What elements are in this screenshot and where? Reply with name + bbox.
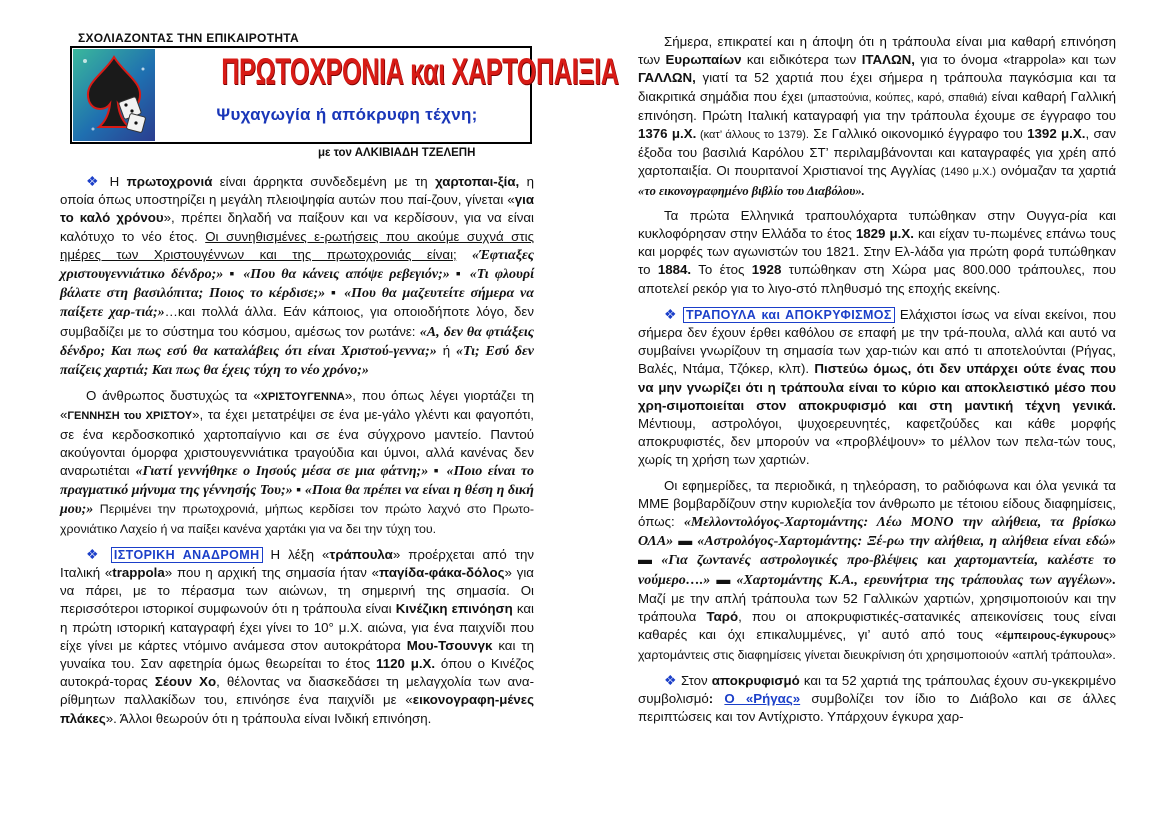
paragraph-symbolism: ❖ Στον αποκρυφισμό και τα 52 χαρτιά της τράπουλας έχουν συ-γκεκριμένο συμβολισμό: Ο «Ρήγας» συμβολίζει τον ίδιο το Διάβολο και σε άλλες περιπτώσεις και τον Αντίχριστο. Υπάρχουν έγκυρα χαρ-	[638, 671, 1117, 725]
paragraph-occultism: ❖ ΤΡΑΠΟΥΛΑ και ΑΠΟΚΡΥΦΙΣΜΟΣ Ελάχιστοι ίσως να είναι εκείνοι, που σήμερα δεν έχουν έρθει καθόλου σε επαφή με την τρά-πουλα, αλλά και αυτό να συμβαίνει γνωρίζουν τη σημασία των χαρ-τιών και από τι αποτελούνται (Ρήγας, Βαλές, Ντάμα, Τζόκερ, κλπ). Πιστεύω όμως, ότι δεν υπάρχει ούτε ένας που να μην γνωρίζει ότι η τράπουλα είναι το κύριο και αποκλειστικό μέσο που χρη-σιμοποιείται στον αποκρυφισμό και στη μαντική τέχνη γενικά. Μέντιουμ, αστρολόγοι, ψυχοερευνητές, καφετζούδες και κάθε μορφής αποκρυφιστές, δεν μπορούν να «προβλέψουν» το μέλλον των πελα-τών τους, χωρίς τη χρήση των χαρτιών.	[638, 305, 1116, 468]
byline: με τον ΑΛΚΙΒΙΑΔΗ ΤΖΕΛΕΠΗ	[318, 147, 476, 159]
section-kicker: ΣΧΟΛΙΑΖΟΝΤΑΣ ΤΗΝ ΕΠΙΚΑΙΡΟΤΗΤΑ	[78, 31, 299, 45]
paragraph-intro: ❖ Η πρωτοχρονιά είναι άρρηκτα συνδεδεμένη με τη χαρτοπαι-ξία, η οποία όπως υποστηρίζει η μεγάλη πλειοψηφία αυτών που παί-ζουν, γίνεται «για το καλό χρόνου», πρέπει δηλαδή να παίξουν και να κερδίσουν, για να είναι καλότυχο το νέο έτος. Οι συνηθισμένες ε-ρωτήσεις που ακούμε συχνά στις ημέρες των Χριστουγέννων και της πρωτοχρονιάς είναι; «Έφτιαξες χριστουγεννιάτικο δένδρο;» ▪ «Που θα κάνεις απόψε ρεβεγιόν;» ▪ «Τι φλουρί βάλατε στη βασιλόπιτα; Ποιος το κέρδισε;» ▪ «Που θα μαζευτείτε σήμερα να παίξετε χαρ-τιά;»…και πολλά άλλα. Εάν κάποιος, για οποιοδήποτε λόγο, δεν συμβαδίζει με το σύστημα του κόσμου, αμέσως τον ρωτάνε: «Α, δεν θα φτιάξεις δένδρο; Και πως εσύ θα καταλάβεις ότι είναι Χριστού-γεννα;» ή «Τι; Εσύ δεν παίζεις χαρτιά; Και πως θα έχεις τύχη το νέο χρόνο;»	[60, 173, 534, 379]
subtitle: Ψυχαγωγία ή απόκρυφη τέχνη;	[216, 105, 478, 124]
spade-cards-logo	[73, 49, 155, 141]
page-title: ΠΡΩΤΟΧΡΟΝΙΑ και ΧΑΡΤΟΠΑΙΞΙΑ	[221, 51, 619, 92]
paragraph-media: Οι εφημερίδες, τα περιοδικά, η τηλεόραση, το ραδιόφωνα και όλα γενικά τα ΜΜΕ βομβαρδίζουν στην κυριολεξία τον άνθρωπο με τέτοιου είδους διαφημίσεις, όπως: «Μελλοντολόγος-Χαρτομάντης: Λέω ΜΟΝΟ την αλήθεια, τα βρίσκω ΟΛΑ» ▬ «Αστρολόγος-Χαρτομάντης: Ξέ-ρω την αλήθεια, η αλήθεια είναι εδώ» ▬ «Για ζωντανές αστρολογικές προ-βλέψεις και χαρτομαντεία, καλέστε το νούμερο….» ▬ «Χαρτομάντης Κ.Α., ερευνήτρια της τράπουλας των αγγέλων». Μαζί με την απλή τράπουλα των 52 Γαλλικών χαρτιών, χρησιμοποιούν και την τράπουλα Ταρό, που οι αποκρυφιστικές-σατανικές απεικονίσεις τους είναι καθαρές και όχι επικαλυμμένες, γι’ αυτό από τους «έμπειρους-έγκυρους» χαρτομάντεις στις διαφημίσεις γίνεται διευκρίνιση ότι χρησιμοποιούν «απλή τράπουλα».	[638, 477, 1117, 662]
right-article-body	[638, 33, 1116, 726]
title-box	[70, 46, 619, 144]
diamond-bullet-icon: ❖	[664, 671, 677, 688]
diamond-bullet-icon: ❖	[86, 545, 103, 562]
paragraph-europe: Σήμερα, επικρατεί και η άποψη ότι η τράπουλα είναι μια καθαρή επινόηση των Ευρωπαίων και ειδικότερα των ΙΤΑΛΩΝ, για το όνομα «trappola» και των ΓΑΛΛΩΝ, γιατί τα 52 χαρτιά που έχει σήμερα η τράπουλα παγκόσμια και τα διακριτικά σημάδια που έχει (μπαστούνια, κούπες, καρό, σπαθιά) είναι καθαρή Γαλλική επινόηση. Πρώτη Ιταλική καταγραφή για την τράπουλα έχουμε σε έγγραφο του 1376 μ.Χ. (κατ’ άλλους το 1379). Σε Γαλλικό οικονομικό έγγραφο του 1392 μ.Χ., σαν έξοδα του βασιλιά Καρόλου ΣΤ’ περιλαμβάνονται και καταγραφές για χρέη από χαρτοπαιξία. Οι πουριτανοί Χριστιανοί της Αγγλίας (1490 μ.Χ.) ονόμαζαν τα χαρτιά «το εικονογραφημένο βιβλίο του Διαβόλου».	[638, 34, 1117, 198]
left-article-body	[60, 172, 534, 728]
diamond-bullet-icon: ❖	[664, 305, 678, 322]
paragraph-christmas: Ο άνθρωπος δυστυχώς τα «ΧΡΙΣΤΟΥΓΕΝΝΑ», που όπως λέγει γιορτάζει τη «ΓΕΝΝΗΣΗ του ΧΡΙΣΤΟΥ», τα έχει μετατρέψει σε ένα με-γάλο γλέντι και φαγοπότι, σε ένα κερδοσκοπικό χαρτοπαίγνιο και σε ένα σύγχρονο μαντείο. Παντού ακούγονται όμορφα χριστουγεννιάτικα τραγούδια και ύμνοι, αλλά κανένας δεν αναρωτιέται «Γιατί γεννήθηκε ο Ιησούς μέσα σε μια φάτνη;» ▪ «Ποιο είναι το πραγματικό μήνυμα της γέννησής Του;» ▪ «Ποια θα πρέπει να είναι η θέση η δική μου;» Περιμένει την πρωτοχρονιά, μήπως κερδίσει τον πρώτο λαχνό στο Πρωτο-χρονιάτικο Λαχείο ή να παίξει κανένα χαρτάκι για να δει την τύχη του.	[60, 388, 534, 536]
king-card-link: Ο «Ρήγας»	[724, 690, 801, 706]
spade-icon	[73, 49, 155, 141]
diamond-bullet-icon: ❖	[86, 173, 103, 189]
paragraph-greek-cards: Τα πρώτα Ελληνικά τραπουλόχαρτα τυπώθηκαν στην Ουγγα-ρία και κυκλοφόρησαν στην Ελλάδα το έτος 1829 μ.Χ. και είχαν τυ-πωμένες επάνω τους και μορφές των αγωνιστών του 1821. Στην Ελ-λάδα για πρώτη φορά τυπώθηκαν το 1884. Το έτος 1928 τυπώθηκαν στη Χώρα μας 800.000 τράπουλες, που αποτελεί ρεκόρ για το λιγο-στό πληθυσμό της εποχής εκείνης.	[638, 207, 1116, 296]
paragraph-history: ❖ ΙΣΤΟΡΙΚΗ ΑΝΑΔΡΟΜΗ Η λέξη «τράπουλα» προέρχεται από την Ιταλική «trappola» που η αρχική της σημασία ήταν «παγίδα-φάκα-δόλος» για να πάρει, με το πέρασμα των αιώνων, τη σημερινή της σημασία. Οι περισσότεροι ιστορικοί συμφωνούν ότι η τράπουλα είναι Κινέζικη επινόηση και η πρώτη ιστορική καταγραφή έχει γίνει το 10° μ.Χ. αιώνα, για ένα παιχνίδι που είχε γίνει με κάρτες ντόμινο ανάμεσα στον αυτοκράτορα Μου-Τσουνγκ και τη γυναίκα του. Σαν αφετηρία όμως θεωρείται το έτος 1120 μ.Χ. όπου ο Κινέζος αυτοκρά-τορας Σέουν Χο, θέλοντας να διασκεδάσει τη μελαγχολία των ανα-ρίθμητων παλλακίδων του, επινόησε ένα παιχνίδι με «εικονογραφη-μένες πλάκες». Άλλοι θεωρούν ότι η τράπουλα είναι Ινδική επινόηση.	[60, 545, 535, 726]
history-heading-box: ΙΣΤΟΡΙΚΗ ΑΝΑΔΡΟΜΗ	[111, 547, 263, 563]
occult-heading-box: ΤΡΑΠΟΥΛΑ και ΑΠΟΚΡΥΦΙΣΜΟΣ	[683, 307, 895, 323]
